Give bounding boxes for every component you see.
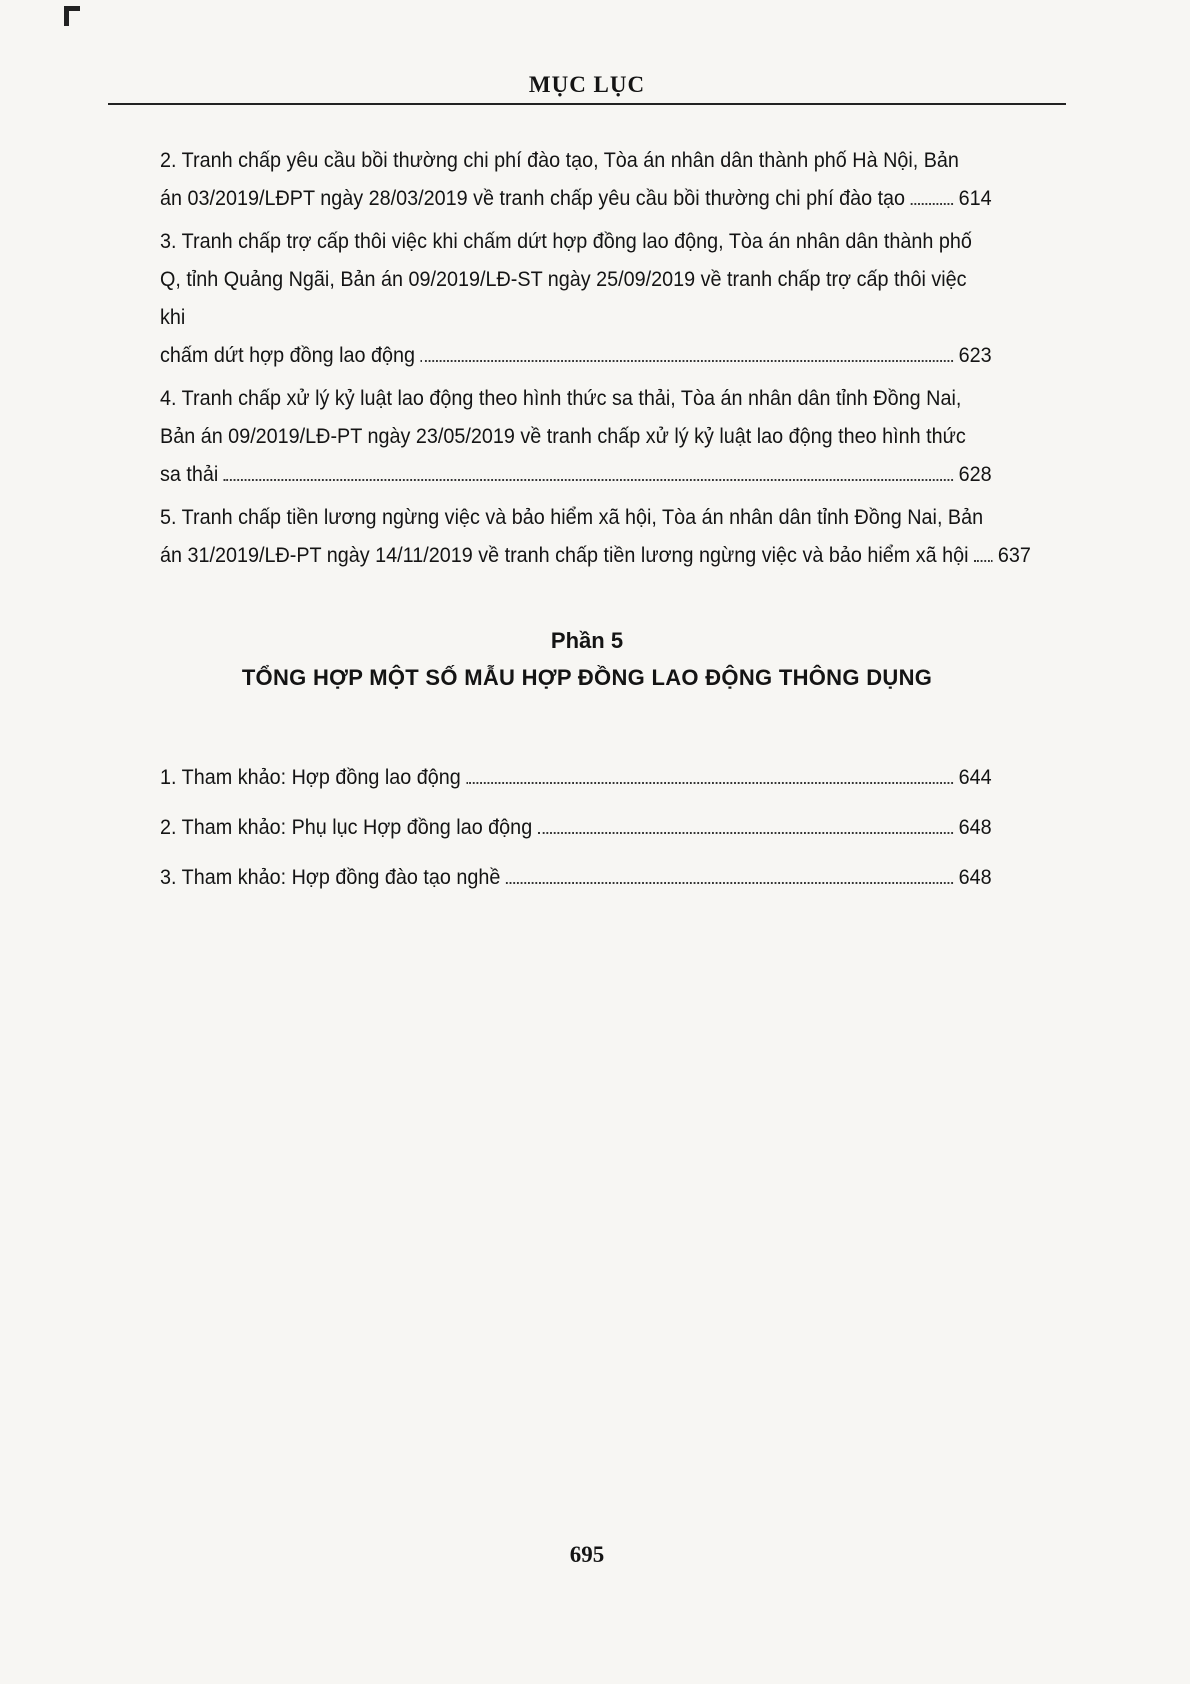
- toc-entry-line: Bản án 09/2019/LĐ-PT ngày 23/05/2019 về tranh chấp xử lý kỷ luật lao động theo hình thức: [160, 424, 966, 448]
- toc-entry-line: chấm dứt hợp đồng lao động: [160, 343, 415, 367]
- toc-entry-text: 3. Tham khảo: Hợp đồng đào tạo nghề: [160, 865, 501, 889]
- toc-entry-3[interactable]: [160, 222, 992, 374]
- toc-entry-2[interactable]: [160, 141, 992, 217]
- part-title: TỔNG HỢP MỘT SỐ MẪU HỢP ĐỒNG LAO ĐỘNG THÔNG DỤNG: [241, 665, 933, 690]
- dot-leader: [911, 203, 954, 205]
- toc-list-part5: [160, 752, 992, 902]
- toc-entry-last-line: [160, 336, 992, 374]
- header-rule: [108, 103, 1066, 105]
- dot-leader: [538, 832, 953, 834]
- toc-list-part4: [160, 141, 1031, 574]
- toc-entry-line: án 03/2019/LĐPT ngày 28/03/2019 về tranh chấp yêu cầu bồi thường chi phí đào tạo: [160, 186, 906, 210]
- page-number: 695: [569, 1542, 605, 1567]
- part-label: Phần 5: [550, 628, 624, 653]
- toc-entry-last-line: [160, 455, 992, 493]
- toc-entry-line: 3. Tranh chấp trợ cấp thôi việc khi chấm dứt hợp đồng lao động, Tòa án nhân dân thành phố: [160, 229, 972, 253]
- toc-entry-line: án 31/2019/LĐ-PT ngày 14/11/2019 về tranh chấp tiền lương ngừng việc và bảo hiểm xã hội: [160, 543, 969, 567]
- toc-entry-4[interactable]: [160, 379, 992, 493]
- toc-entry-5[interactable]: [160, 498, 1031, 574]
- toc-entry-line: 5. Tranh chấp tiền lương ngừng việc và bảo hiểm xã hội, Tòa án nhân dân tỉnh Đồng Nai, Bản: [160, 505, 984, 529]
- toc-entry-last-line: [160, 179, 992, 217]
- dot-leader: [466, 782, 953, 784]
- toc-entry-line: 4. Tranh chấp xử lý kỷ luật lao động theo hình thức sa thải, Tòa án nhân dân tỉnh Đồng Nai,: [160, 386, 962, 410]
- toc-entry-part5-1[interactable]: [160, 752, 992, 802]
- toc-page-number: 628: [958, 462, 992, 486]
- toc-page-number: 623: [958, 343, 992, 367]
- toc-entry-line: 2. Tranh chấp yêu cầu bồi thường chi phí đào tạo, Tòa án nhân dân thành phố Hà Nội, Bản: [160, 148, 959, 172]
- toc-entry-text: 1. Tham khảo: Hợp đồng lao động: [160, 765, 461, 789]
- toc-page-number: 644: [958, 765, 992, 789]
- toc-entry-line: Q, tỉnh Quảng Ngãi, Bản án 09/2019/LĐ-ST ngày 25/09/2019 về tranh chấp trợ cấp thôi việc khi: [160, 267, 967, 329]
- toc-entry-line: sa thải: [160, 462, 219, 486]
- toc-page-number: 648: [958, 865, 992, 889]
- dot-leader: [506, 882, 953, 884]
- running-head: MỤC LỤC: [528, 72, 646, 97]
- dot-leader: [224, 479, 953, 481]
- toc-entry-last-line: [160, 536, 1031, 574]
- dot-leader: [420, 360, 953, 362]
- crop-mark: [64, 6, 80, 26]
- toc-page-number: 637: [997, 543, 1031, 567]
- toc-entry-part5-2[interactable]: [160, 802, 992, 852]
- toc-entry-text: 2. Tham khảo: Phụ lục Hợp đồng lao động: [160, 815, 533, 839]
- toc-page-number: 614: [958, 186, 992, 210]
- toc-page-number: 648: [958, 815, 992, 839]
- dot-leader: [974, 560, 992, 562]
- toc-entry-part5-3[interactable]: [160, 852, 992, 902]
